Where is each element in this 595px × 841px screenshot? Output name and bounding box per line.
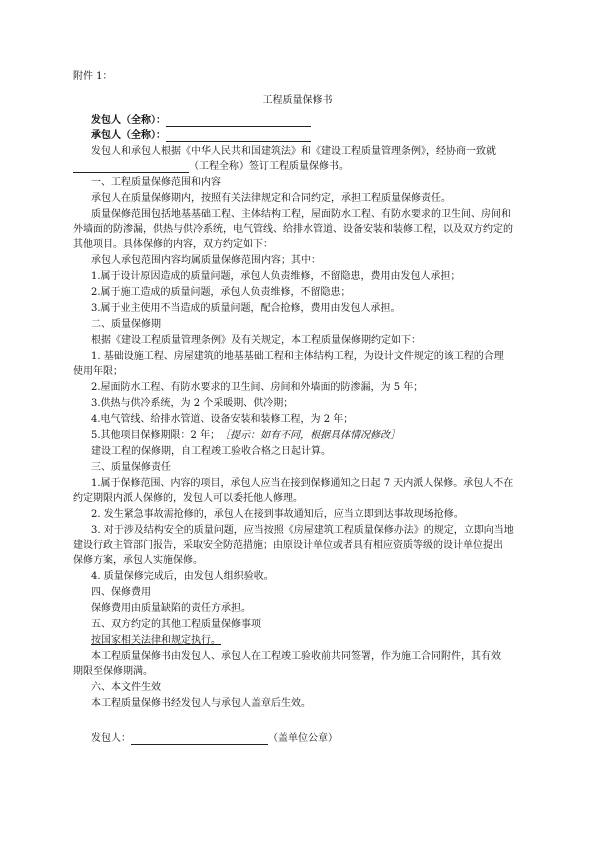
section-2-item-5: [91, 430, 400, 442]
party-b-line: [91, 130, 311, 142]
signature-blank[interactable]: [131, 734, 268, 745]
seal-note: （盖单位公章）: [268, 733, 338, 744]
section-2-item-5-hint: ［提示：如有不同，根据具体情况修改］: [220, 430, 401, 441]
intro-line-2: [73, 161, 349, 173]
section-5-para-1: 按国家相关法律和规定执行。: [91, 635, 221, 646]
intro-line-1: 发包人和承包人根据《中华人民共和国建筑法》和《建设工程质量管理条例》，经协商一致就: [91, 146, 496, 157]
section-4-para-1: 保修费用由质量缺陷的责任方承担。: [91, 603, 251, 614]
section-3-item-4: 4. 质量保修完成后，由发包人组织验收。: [91, 571, 274, 582]
attachment-label: 附件 1：: [73, 71, 113, 82]
project-name-blank[interactable]: [73, 162, 189, 173]
section-5-para-2-line-1: 本工程质量保修书由发包人、承包人在工程竣工验收前共同签署，作为施工合同附件，其有效: [91, 651, 501, 662]
section-2-item-3: 3.供热与供冷系统，为 2 个采暖期、供冷期；: [91, 398, 294, 409]
section-6-para-1: 本工程质量保修书经发包人与承包人盖章后生效。: [91, 698, 311, 709]
section-1-item-2: 2.属于施工造成的质量问题，承包人负责维修，不留隐患；: [91, 287, 351, 298]
section-2-item-4: 4.电气管线、给排水管道、设备安装和装修工程，为 2 年；: [91, 414, 354, 425]
signature-label: 发包人：: [91, 733, 131, 744]
section-2-item-2: 2.屋面防水工程、有防水要求的卫生间、房间和外墙面的防渗漏，为 5 年；: [91, 382, 424, 393]
section-1-para-1: 承包人在质量保修期内，按照有关法律规定和合同约定，承担工程质量保修责任。: [91, 193, 451, 204]
section-3-heading: 三、质量保修责任: [91, 462, 171, 473]
intro-line-2-text: （工程全称）签订工程质量保修书。: [189, 161, 349, 172]
section-2-item-1-line-1: 1. 基础设施工程、房屋建筑的地基基础工程和主体结构工程，为设计文件规定的该工程的合理: [91, 351, 504, 362]
section-1-item-3: 3.属于业主使用不当造成的质量问题，配合抢修，费用由发包人承担。: [91, 303, 401, 314]
party-b-label: 承包人（全称）：: [91, 130, 166, 141]
section-3-item-1-line-2: 约定期限内派人保修的，发包人可以委托他人修理。: [73, 493, 303, 504]
section-5-heading: 五、双方约定的其他工程质量保修事项: [91, 619, 261, 630]
section-3-item-2: 2. 发生紧急事故需抢修的，承包人在接到事故通知后，应当立即到达事故现场抢修。: [91, 509, 464, 520]
section-2-item-1-line-2: 使用年限；: [73, 366, 123, 377]
section-5-para-2-line-2: 期限至保修期满。: [73, 666, 153, 677]
section-1-para-2-line-2: 外墙面的防渗漏，供热与供冷系统，电气管线、给排水管道、设备安装和装修工程，以及双方约定的: [73, 224, 513, 235]
section-3-item-1-line-1: 1.属于保修范围、内容的项目，承包人应当在接到保修通知之日起 7 天内派人保修。承包人不在: [91, 478, 514, 489]
party-b-blank[interactable]: [166, 131, 311, 142]
party-a-blank[interactable]: [166, 116, 311, 127]
section-2-para-2: 建设工程的保修期，自工程竣工验收合格之日起计算。: [91, 446, 331, 457]
party-a-line: [91, 115, 311, 127]
document-title: 工程质量保修书: [262, 95, 333, 106]
section-2-heading: 二、质量保修期: [91, 319, 161, 330]
signature-line: [91, 733, 338, 745]
section-1-para-2-line-3: 其他项目。具体保修的内容，双方约定如下：: [73, 239, 273, 250]
section-6-heading: 六、本文件生效: [91, 682, 161, 693]
section-1-item-1: 1.属于设计原因造成的质量问题，承包人负责维修，不留隐患，费用由发包人承担；: [91, 271, 461, 282]
section-1-heading: 一、工程质量保修范围和内容: [91, 177, 221, 188]
section-3-item-3-line-2: 建设行政主管部门报告，采取安全防范措施；由原设计单位或者具有相应资质等级的设计单位提出: [73, 540, 503, 551]
section-2-item-5-text: 5.其他项目保修期限：2 年；: [91, 430, 221, 441]
section-3-item-3-line-3: 保修方案，承包人实施保修。: [73, 555, 203, 566]
section-1-para-3: 承包人承包范围内容均属质量保修范围内容；其中：: [91, 255, 321, 266]
section-2-para-1: 根据《建设工程质量管理条例》及有关规定，本工程质量保修期约定如下：: [91, 335, 421, 346]
section-3-item-3-line-1: 3. 对于涉及结构安全的质量问题，应当按照《房屋建筑工程质量保修办法》的规定，立即向当地: [91, 525, 514, 536]
section-4-heading: 四、保修费用: [91, 587, 151, 598]
party-a-label: 发包人（全称）：: [91, 115, 166, 126]
section-1-para-2-line-1: 质量保修范围包括地基基础工程、主体结构工程，屋面防水工程、有防水要求的卫生间、房间和: [91, 209, 511, 220]
